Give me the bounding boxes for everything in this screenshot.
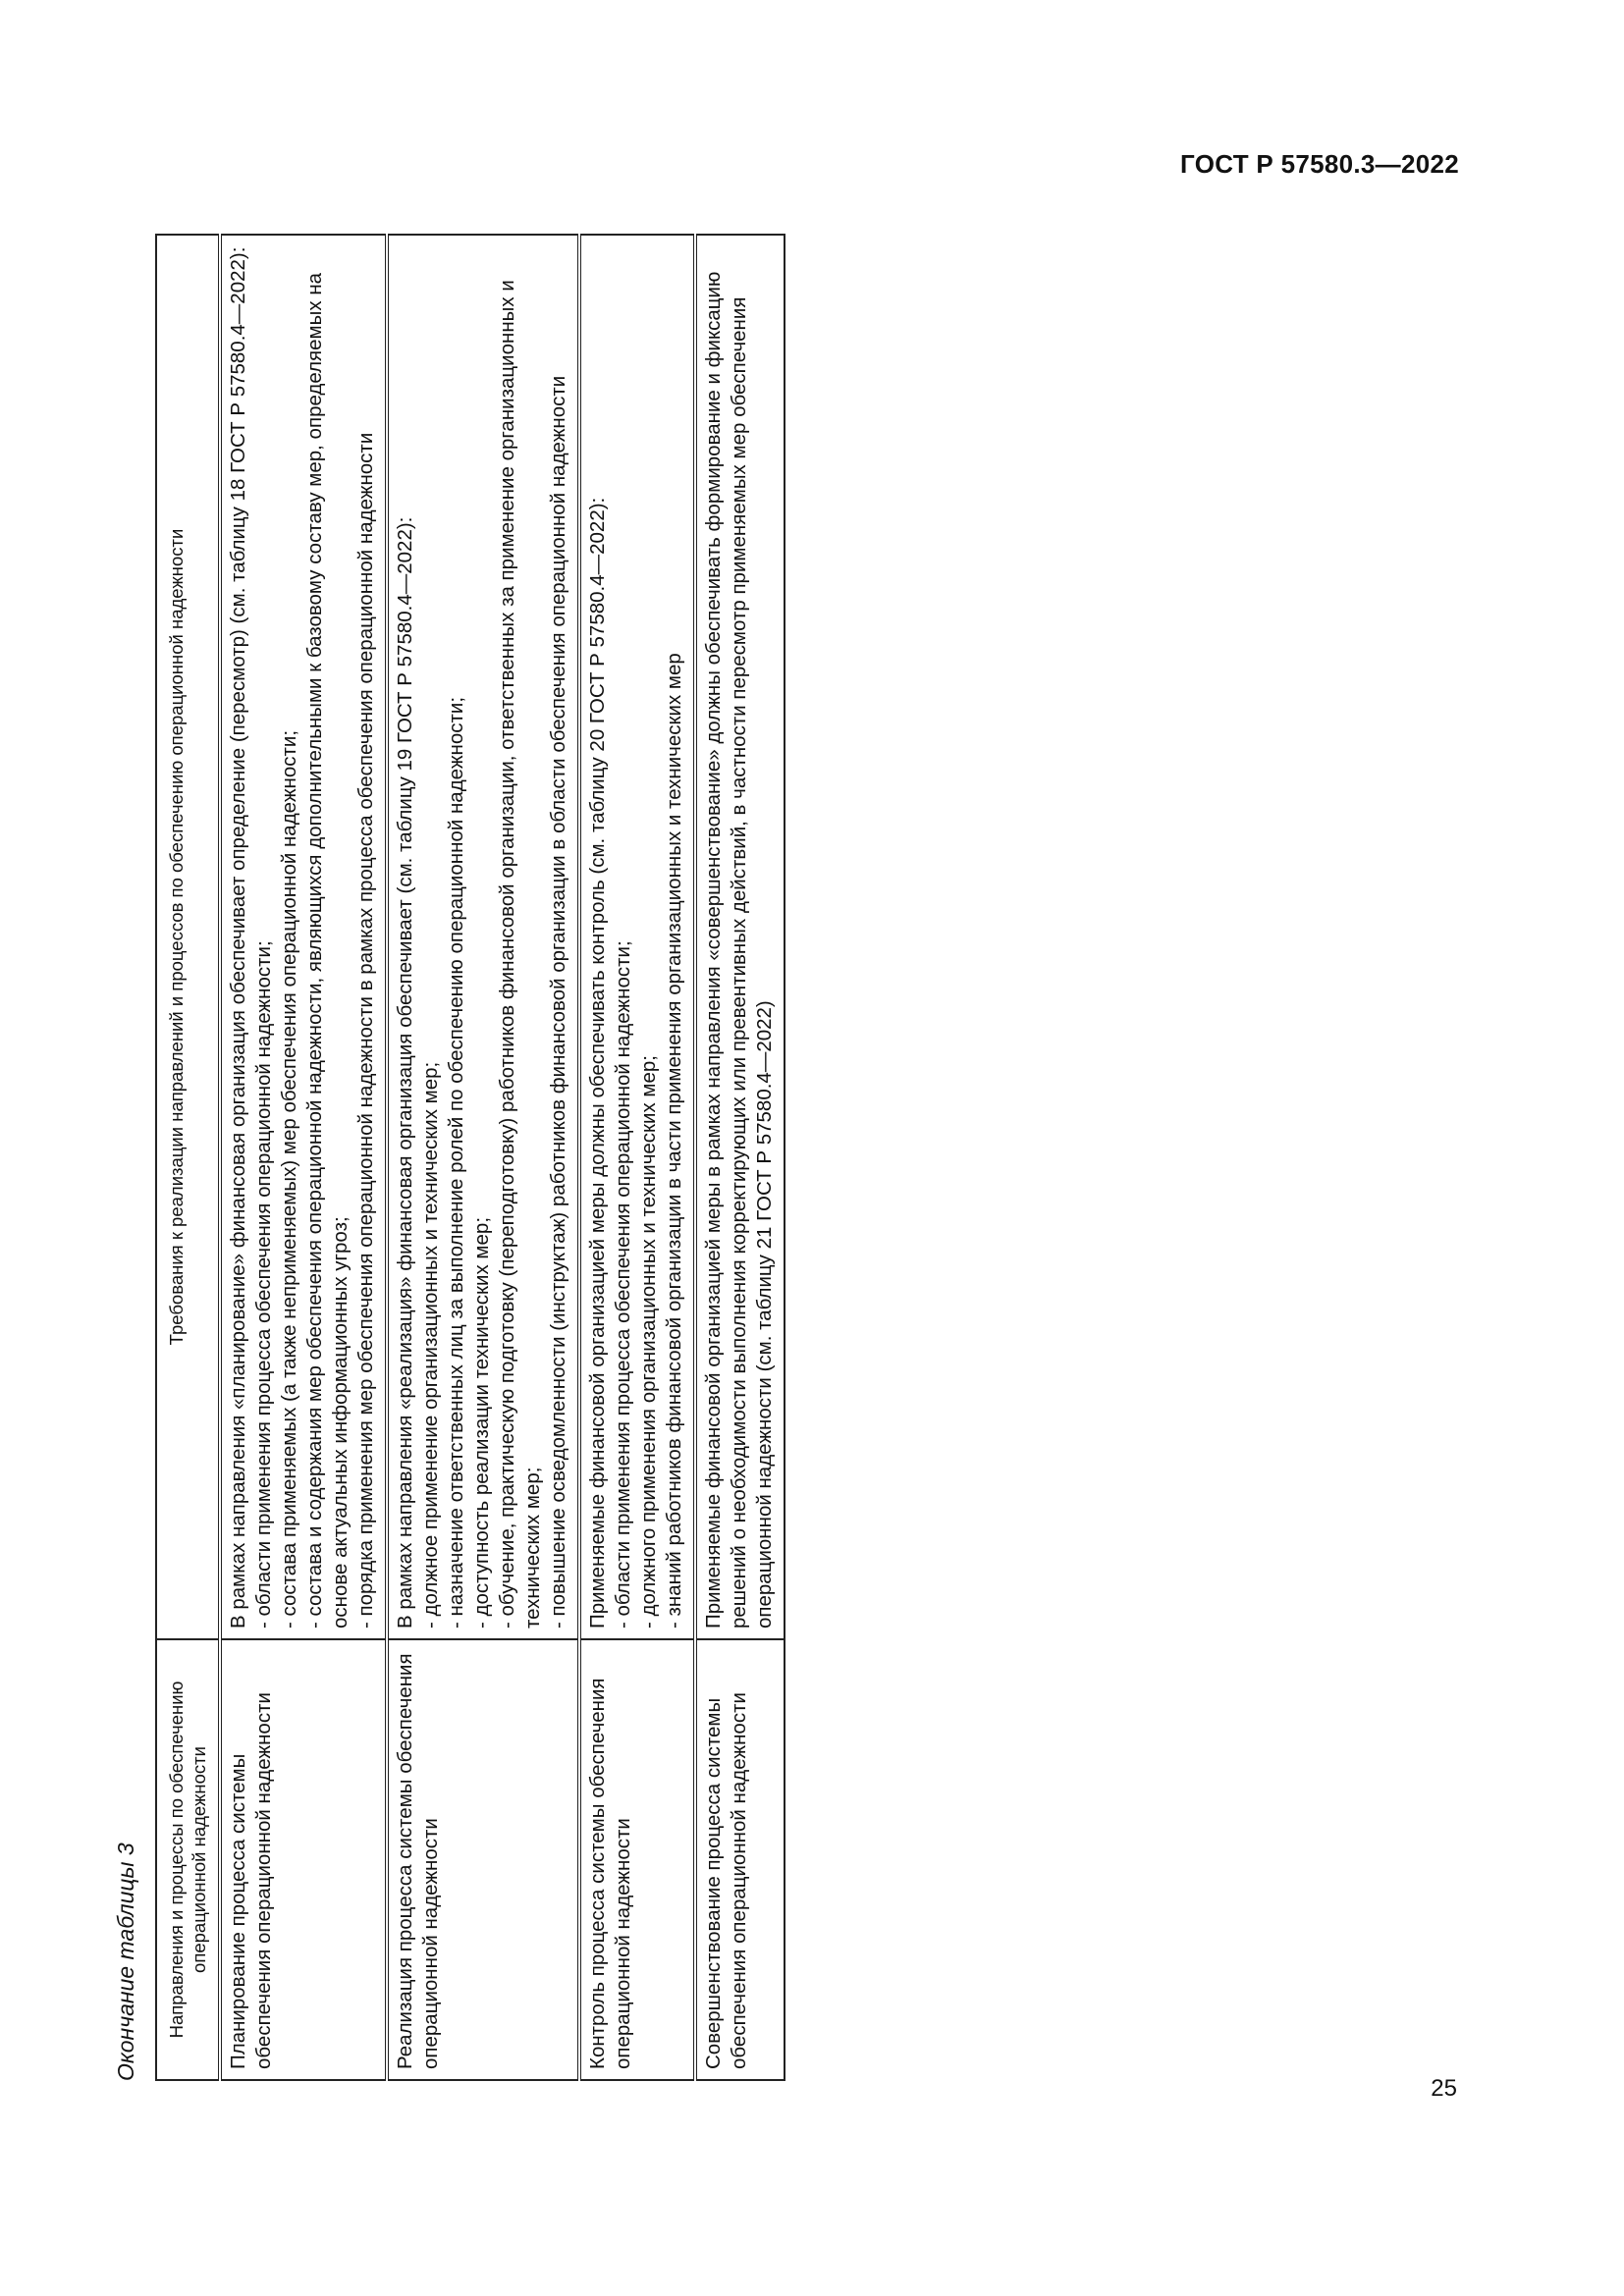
table-caption: Окончание таблицы 3 — [113, 1842, 138, 2081]
header-requirements: Требования к реализации направлений и процессов по обеспечению операционной надежности — [156, 235, 220, 1639]
table-row-control — [579, 235, 695, 2080]
requirement-item: - обучение, практическую подготовку (переподготовку) работников финансовой организации, ответственных за применение организационных и технических мер; — [496, 280, 544, 1629]
requirement-item: - знаний работников финансовой организации в части применения организационных и технических мер — [663, 653, 685, 1629]
requirement-item: - области применения процесса обеспечения операционной надежности; — [612, 940, 634, 1629]
requirements-cell — [220, 235, 387, 1639]
requirement-intro: В рамках направления «планирование» финансовая организация обеспечивает определение (пересмотр) (см. таблицу 18 ГОСТ Р 57580.4—2022): — [227, 246, 249, 1629]
table-row-planning — [220, 235, 387, 2080]
area-cell: Реализация процесса системы обеспечения операционной надежности — [387, 1639, 579, 2080]
requirement-item: - повышение осведомленности (инструктаж) работников финансовой организации в области обеспечения операционной надежности — [547, 375, 569, 1629]
header-directions: Направления и процессы по обеспечению операционной надежности — [156, 1639, 220, 2080]
requirement-item: - порядка применения мер обеспечения операционной надежности в рамках процесса обеспечения операционной надежности — [354, 432, 377, 1629]
area-cell: Контроль процесса системы обеспечения операционной надежности — [579, 1639, 695, 2080]
table-header-row — [156, 235, 220, 2080]
requirement-item: - доступность реализации технических мер; — [470, 1216, 493, 1629]
requirements-cell — [695, 235, 785, 1639]
requirements-cell — [579, 235, 695, 1639]
requirement-intro: Применяемые финансовой организацией меры в рамках направления «совершенствование» должны обеспечивать формирование и фиксацию решений о необходимости выполнения корректирующих или превентивных действий, в частности пересмотр применяемых мер обеспечения операционной надежности (см. таблицу 21 ГОСТ Р 57580.4—2022) — [702, 271, 776, 1629]
requirement-intro: Применяемые финансовой организацией меры должны обеспечивать контроль (см. таблицу 20 ГОСТ Р 57580.4—2022): — [586, 497, 609, 1629]
page-number: 25 — [1431, 2075, 1457, 2102]
requirement-item: - состава применяемых (а также неприменяемых) мер обеспечения операционной надежности; — [278, 729, 300, 1629]
area-cell: Совершенствование процесса системы обеспечения операционной надежности — [695, 1639, 785, 2080]
table-row-implementation — [387, 235, 579, 2080]
requirement-item: - состава и содержания мер обеспечения операционной надежности, являющихся дополнительными к базовому составу мер, определяемых на основе актуальных информационных угроз; — [303, 272, 352, 1629]
requirement-item: - должного применения организационных и технических мер; — [637, 1055, 660, 1629]
rotated-table-block — [110, 236, 1053, 2081]
requirements-table — [155, 234, 785, 2081]
requirement-item: - должное применение организационных и технических мер; — [419, 1061, 442, 1629]
requirement-item: - назначение ответственных лиц за выполнение ролей по обеспечению операционной надежности; — [445, 696, 467, 1629]
document-code: ГОСТ Р 57580.3—2022 — [1180, 149, 1459, 179]
requirement-intro: В рамках направления «реализация» финансовая организация обеспечивает (см. таблицу 19 ГОСТ Р 57580.4—2022): — [394, 516, 416, 1629]
requirement-item: - области применения процесса обеспечения операционной надежности; — [252, 940, 275, 1629]
table-row-improvement — [695, 235, 785, 2080]
requirements-cell — [387, 235, 579, 1639]
area-cell: Планирование процесса системы обеспечения операционной надежности — [220, 1639, 387, 2080]
